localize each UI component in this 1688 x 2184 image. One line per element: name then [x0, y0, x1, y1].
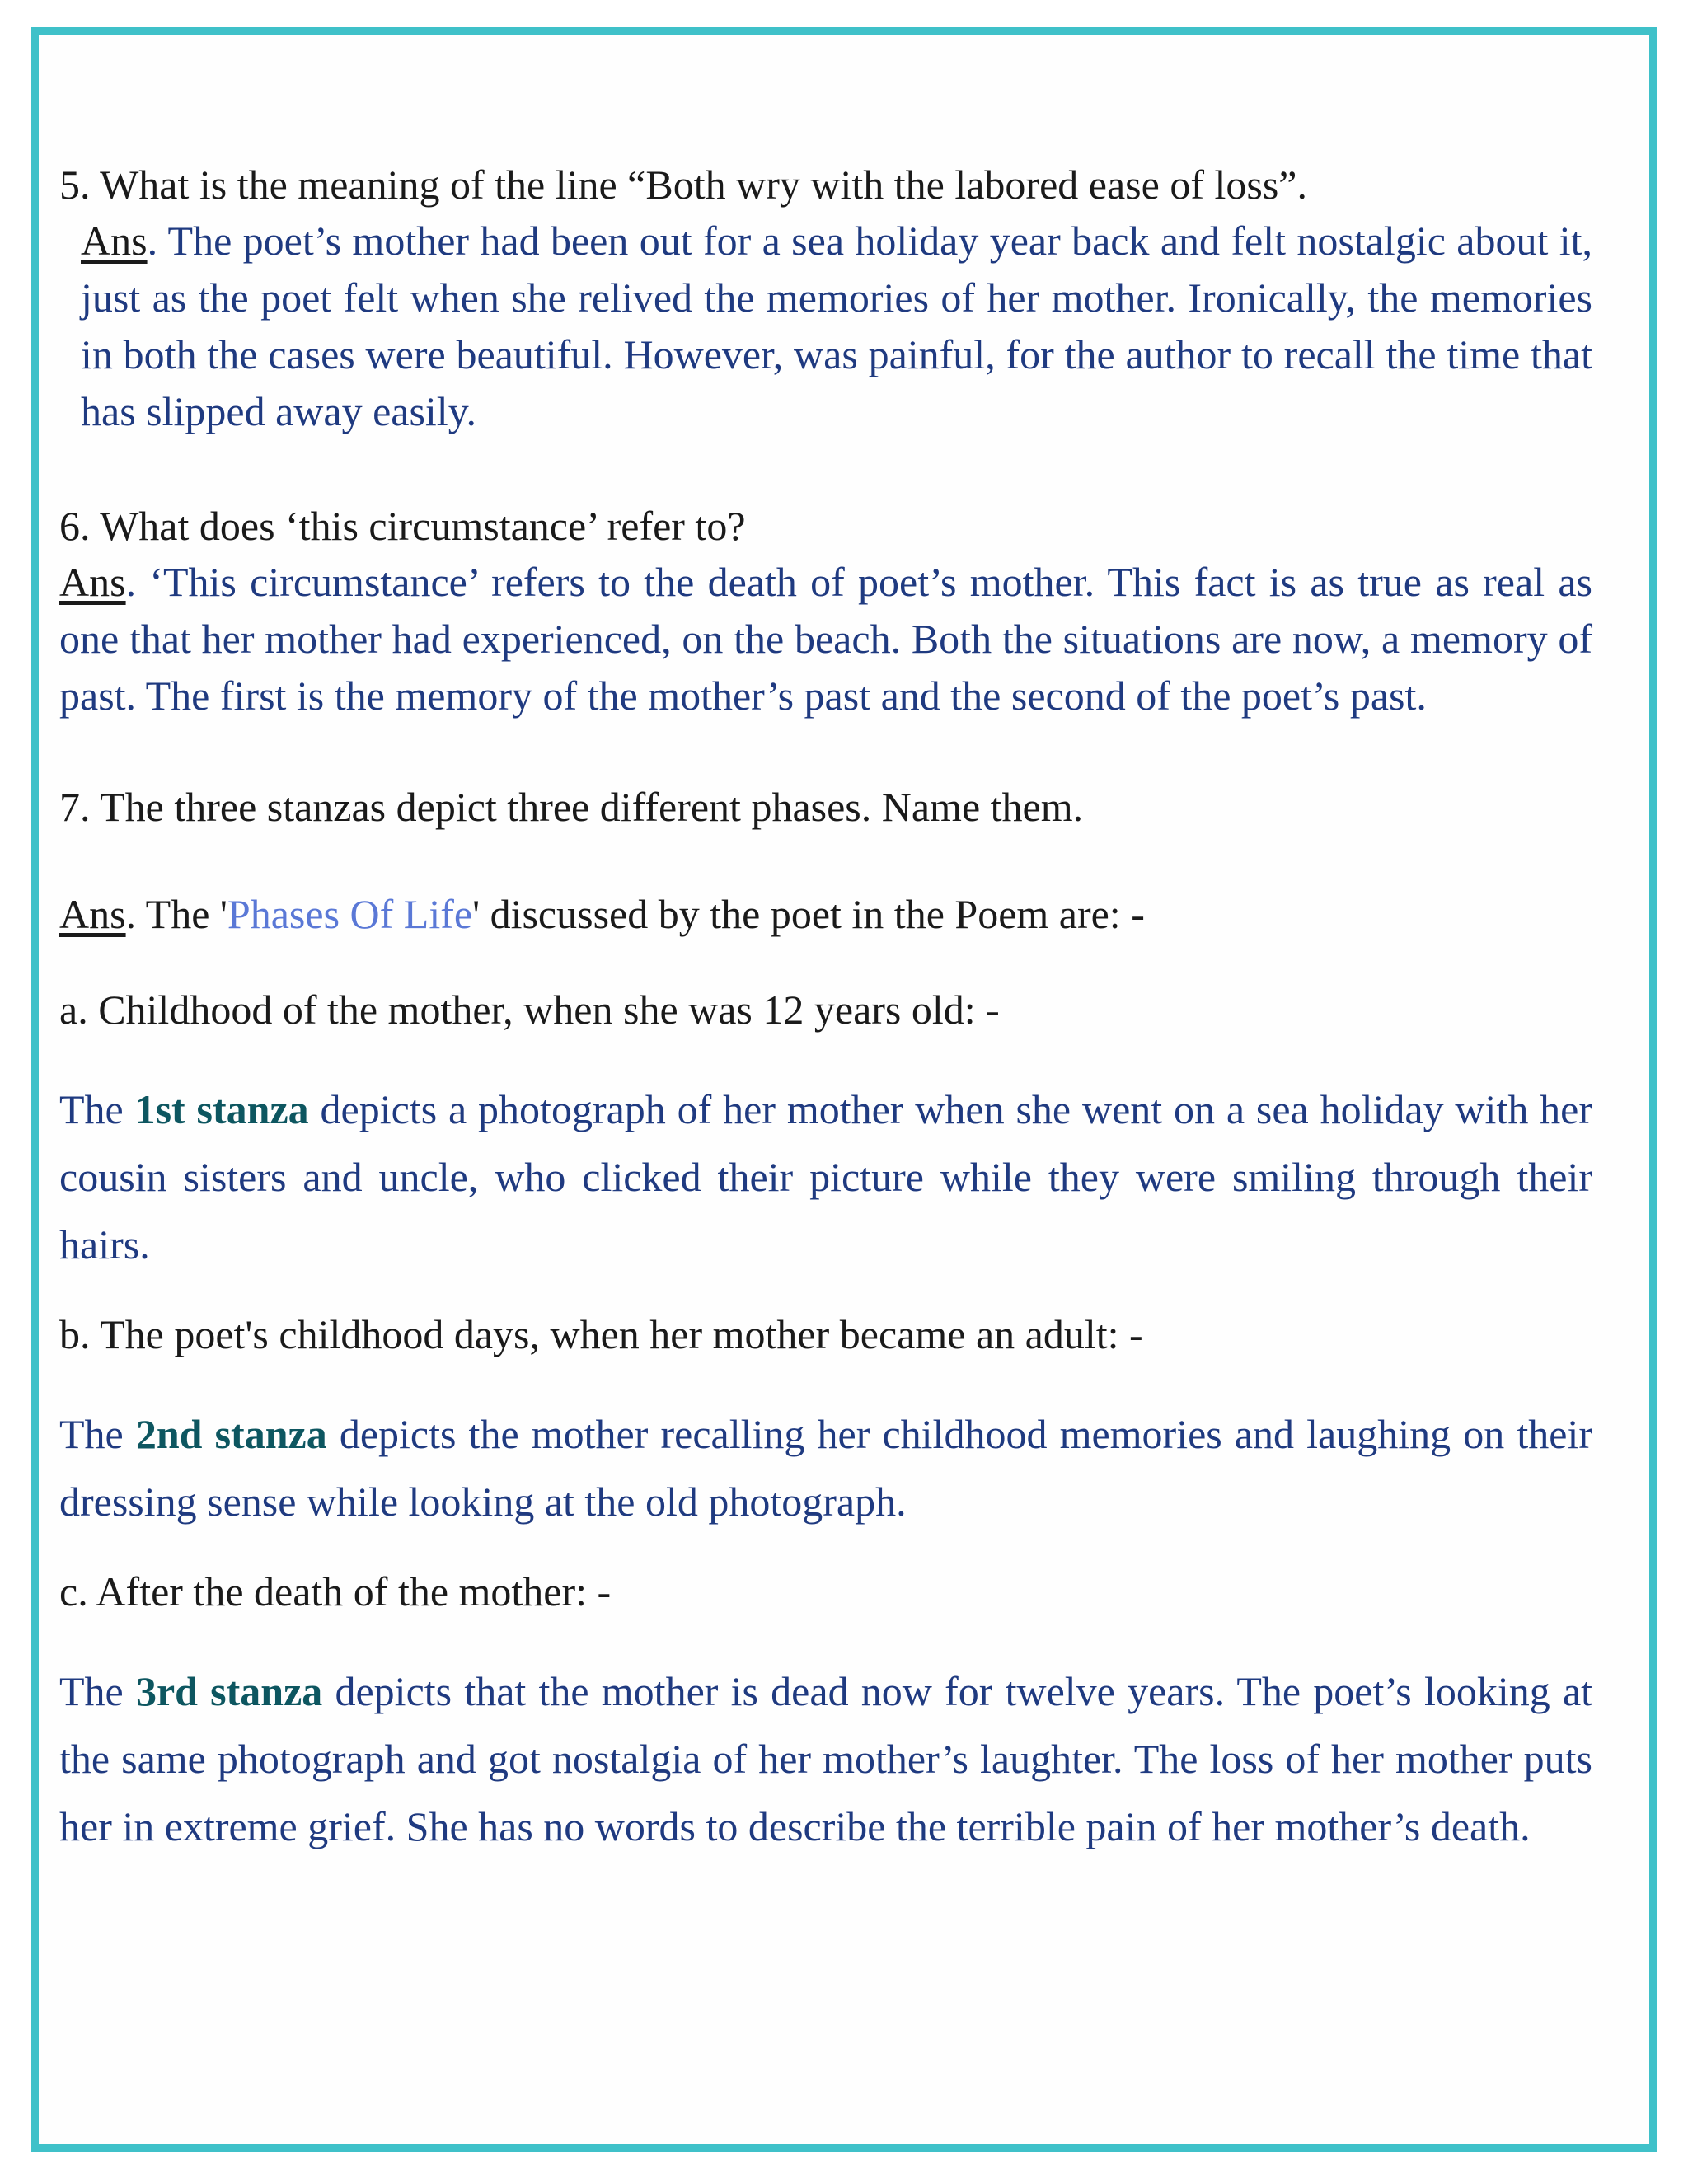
answer-6: [59, 554, 1592, 724]
phase-a-heading: a. Childhood of the mother, when she was 12 years old: -: [59, 987, 1000, 1033]
stanza-3-label: 3rd stanza: [135, 1668, 323, 1714]
phase-c-pre: The: [59, 1668, 136, 1714]
question-6: 6. What does ‘this circumstance’ refer to?: [59, 503, 746, 549]
phase-c-text: depicts that the mother is dead now for twelve years. The poet’s looking at the same photograph and got nostalgia of her mother’s laughter. The loss of her mother puts her in extreme grief. She has no words to describe the terrible pain of her mother’s death.: [59, 1668, 1593, 1849]
phase-a-description: [59, 1076, 1592, 1278]
ans-label: Ans: [81, 218, 148, 264]
phase-b-text: depicts the mother recalling her childhood memories and laughing on their dressing sense while looking at the old photograph.: [59, 1411, 1592, 1525]
phase-a-text: depicts a photograph of her mother when she went on a sea holiday with her cousin sisters and uncle, who clicked their picture while they were smiling through their hairs.: [59, 1086, 1593, 1268]
answer-5-text: . The poet’s mother had been out for a sea holiday year back and felt nostalgic about it, just as the poet felt when she relived the memories of her mother. Ironically, the memories in both the cases were beautiful. However, was painful, for the author to recall the time that has slipped away easily.: [81, 218, 1592, 434]
phase-c-heading: c. After the death of the mother: -: [59, 1568, 612, 1615]
stanza-2-label: 2nd stanza: [135, 1411, 327, 1457]
answer-7-intro: [59, 886, 1592, 942]
phase-b-heading: b. The poet's childhood days, when her mother became an adult: -: [59, 1311, 1143, 1357]
ans-label: Ans: [59, 559, 126, 605]
phases-of-life-link[interactable]: Phases Of Life: [227, 891, 473, 937]
ans-label: Ans: [59, 891, 126, 937]
answer-6-text: . ‘This circumstance’ refers to the death of poet’s mother. This fact is as true as real as one that her mother had experienced, on the beach. Both the situations are now, a memory of past. The first is the memory of the mother’s past and the second of the poet’s past.: [59, 559, 1592, 719]
answer-5: [59, 213, 1592, 440]
phase-a-pre: The: [59, 1086, 135, 1132]
question-7: 7. The three stanzas depict three different phases. Name them.: [59, 784, 1084, 830]
answer-7-pre: . The ': [125, 891, 227, 937]
phase-b-pre: The: [59, 1411, 136, 1457]
stanza-1-label: 1st stanza: [134, 1086, 309, 1132]
phase-b-description: [59, 1400, 1592, 1535]
phase-c-description: [59, 1657, 1592, 1860]
question-5: 5. What is the meaning of the line “Both wry with the labored ease of loss”.: [59, 162, 1307, 208]
document-body: [59, 157, 1592, 1860]
answer-7-post: ' discussed by the poet in the Poem are: -: [472, 891, 1145, 937]
